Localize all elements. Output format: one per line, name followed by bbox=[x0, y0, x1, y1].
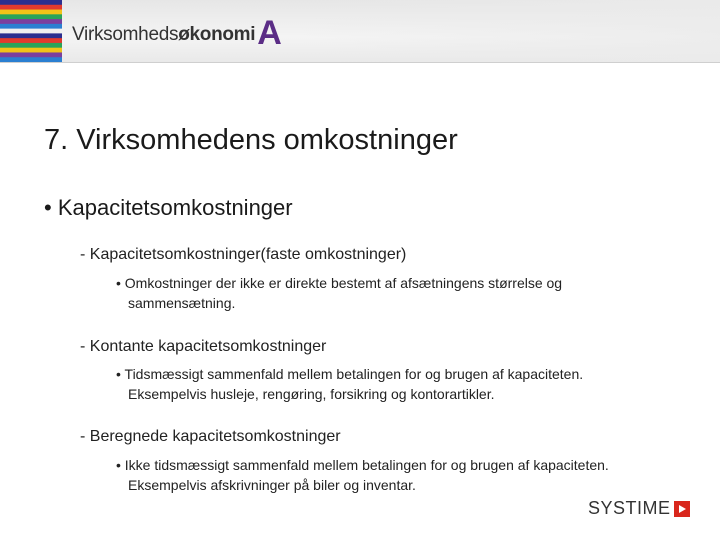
section-heading-3: - Beregnede kapacitetsomkostninger bbox=[80, 428, 341, 445]
section-detail-2 bbox=[116, 364, 706, 404]
stripe bbox=[0, 14, 62, 19]
brand-logo bbox=[72, 14, 282, 50]
arrow-right-icon bbox=[674, 501, 690, 517]
brand-name bbox=[72, 20, 255, 50]
stripe bbox=[0, 10, 62, 15]
stripe bbox=[0, 43, 62, 48]
stripe bbox=[0, 33, 62, 38]
systime-logo bbox=[588, 498, 690, 519]
brand-prefix: Virksomheds bbox=[72, 24, 179, 45]
section-detail-1 bbox=[116, 273, 706, 313]
brand-bold: økonomi bbox=[178, 24, 256, 45]
stripe bbox=[0, 24, 62, 29]
detail-line: • Omkostninger der ikke er direkte bestemt af afsætningens størrelse og bbox=[116, 275, 563, 291]
stripe bbox=[0, 48, 62, 53]
detail-line: • Tidsmæssigt sammenfald mellem betalingen for og brugen af kapaciteten. bbox=[116, 366, 584, 382]
detail-line: Eksempelvis afskrivninger på biler og inventar. bbox=[128, 477, 416, 493]
section-heading-2: - Kontante kapacitetsomkostninger bbox=[80, 338, 327, 355]
section-detail-3 bbox=[116, 455, 706, 495]
section-heading-1: - Kapacitetsomkostninger(faste omkostninger) bbox=[80, 246, 407, 263]
stripe bbox=[0, 57, 62, 62]
detail-line: Eksempelvis husleje, rengøring, forsikring og kontorartikler. bbox=[128, 386, 495, 402]
slide-title: 7. Virksomhedens omkostninger bbox=[44, 124, 458, 156]
bullet-level1: • Kapacitetsomkostninger bbox=[44, 195, 293, 220]
brand-letter: A bbox=[257, 14, 282, 52]
detail-line: • Ikke tidsmæssigt sammenfald mellem betalingen for og brugen af kapaciteten. bbox=[116, 457, 609, 473]
logo-text: SYSTIME bbox=[588, 498, 671, 518]
stripe bbox=[0, 38, 62, 43]
detail-line: sammensætning. bbox=[128, 295, 236, 311]
header-fade bbox=[300, 0, 720, 62]
stripe bbox=[0, 0, 62, 5]
stripe bbox=[0, 19, 62, 24]
header-banner bbox=[0, 0, 720, 63]
stripe bbox=[0, 52, 62, 57]
stripe bbox=[0, 5, 62, 10]
stripe bbox=[0, 29, 62, 34]
color-stripes-logo bbox=[0, 0, 62, 62]
